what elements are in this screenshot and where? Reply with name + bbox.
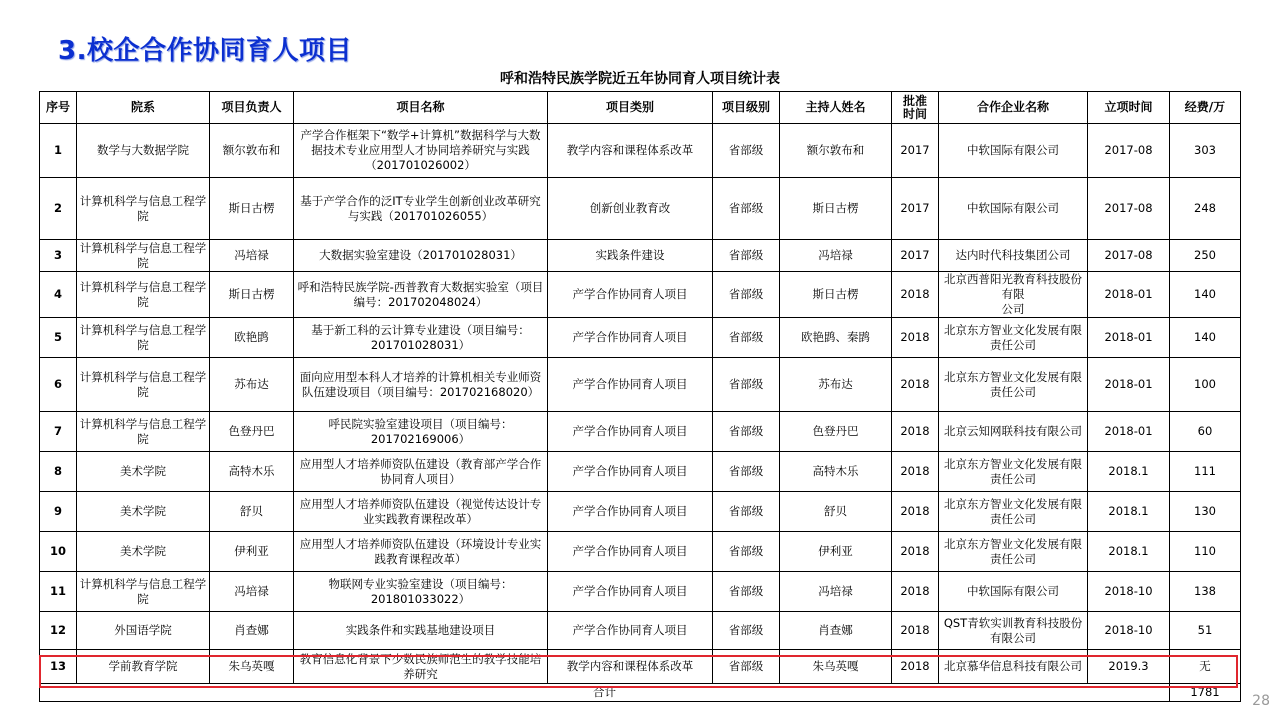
cell-college: 美术学院 xyxy=(77,452,210,492)
cell-category: 教学内容和课程体系改革 xyxy=(548,650,713,684)
slide-heading: 3.校企合作协同育人项目 xyxy=(58,36,352,66)
cell-no: 12 xyxy=(40,612,77,650)
cell-level: 省部级 xyxy=(713,272,780,318)
cell-year: 2018 xyxy=(892,532,939,572)
cell-no: 8 xyxy=(40,452,77,492)
cell-college: 美术学院 xyxy=(77,492,210,532)
cell-funds: 138 xyxy=(1170,572,1241,612)
cell-college: 计算机科学与信息工程学院 xyxy=(77,178,210,240)
cell-date: 2018-01 xyxy=(1088,412,1170,452)
cell-leader: 欧艳鹍 xyxy=(210,318,294,358)
cell-category: 产学合作协同育人项目 xyxy=(548,272,713,318)
cell-company: 中软国际有限公司 xyxy=(939,572,1088,612)
cell-year: 2018 xyxy=(892,272,939,318)
cell-year: 2018 xyxy=(892,492,939,532)
cell-name: 呼民院实验室建设项目（项目编号：201702169006） xyxy=(294,412,548,452)
cell-year: 2017 xyxy=(892,240,939,272)
cell-no: 3 xyxy=(40,240,77,272)
cell-host: 色登丹巴 xyxy=(780,412,892,452)
cell-funds: 无 xyxy=(1170,650,1241,684)
cell-year: 2017 xyxy=(892,124,939,178)
cell-company: 北京东方智业文化发展有限责任公司 xyxy=(939,358,1088,412)
cell-name: 呼和浩特民族学院-西普教育大数据实验室（项目编号：201702048024） xyxy=(294,272,548,318)
cell-level: 省部级 xyxy=(713,318,780,358)
cell-leader: 冯培禄 xyxy=(210,240,294,272)
cell-date: 2018-01 xyxy=(1088,318,1170,358)
cell-funds: 130 xyxy=(1170,492,1241,532)
cell-year: 2018 xyxy=(892,358,939,412)
cell-funds: 248 xyxy=(1170,178,1241,240)
cell-company: 北京东方智业文化发展有限责任公司 xyxy=(939,318,1088,358)
cell-category: 产学合作协同育人项目 xyxy=(548,572,713,612)
cell-funds: 51 xyxy=(1170,612,1241,650)
cell-host: 舒贝 xyxy=(780,492,892,532)
cell-category: 产学合作协同育人项目 xyxy=(548,612,713,650)
cell-category: 教学内容和课程体系改革 xyxy=(548,124,713,178)
cell-leader: 苏布达 xyxy=(210,358,294,412)
cell-funds: 110 xyxy=(1170,532,1241,572)
cell-company: 北京云知网联科技有限公司 xyxy=(939,412,1088,452)
cell-funds: 140 xyxy=(1170,272,1241,318)
table-row xyxy=(40,650,1241,684)
cell-year: 2017 xyxy=(892,178,939,240)
cell-college: 计算机科学与信息工程学院 xyxy=(77,358,210,412)
table-row xyxy=(40,492,1241,532)
cell-level: 省部级 xyxy=(713,492,780,532)
table-row xyxy=(40,412,1241,452)
cell-name: 实践条件和实践基地建设项目 xyxy=(294,612,548,650)
cell-company: 北京慕华信息科技有限公司 xyxy=(939,650,1088,684)
cell-college: 计算机科学与信息工程学院 xyxy=(77,412,210,452)
cell-leader: 朱乌英嘎 xyxy=(210,650,294,684)
projects-table xyxy=(39,91,1241,702)
cell-leader: 肖查娜 xyxy=(210,612,294,650)
cell-year: 2018 xyxy=(892,318,939,358)
table-row xyxy=(40,572,1241,612)
cell-level: 省部级 xyxy=(713,572,780,612)
table-row xyxy=(40,612,1241,650)
cell-year: 2018 xyxy=(892,452,939,492)
cell-date: 2018-10 xyxy=(1088,612,1170,650)
cell-leader: 斯日古楞 xyxy=(210,272,294,318)
cell-level: 省部级 xyxy=(713,412,780,452)
cell-host: 朱乌英嘎 xyxy=(780,650,892,684)
cell-host: 斯日古楞 xyxy=(780,272,892,318)
cell-level: 省部级 xyxy=(713,650,780,684)
cell-host: 肖查娜 xyxy=(780,612,892,650)
cell-college: 外国语学院 xyxy=(77,612,210,650)
total-label: 合计 xyxy=(40,684,1170,702)
cell-level: 省部级 xyxy=(713,240,780,272)
cell-no: 2 xyxy=(40,178,77,240)
total-funds: 1781 xyxy=(1170,684,1241,702)
cell-no: 13 xyxy=(40,650,77,684)
cell-college: 计算机科学与信息工程学院 xyxy=(77,272,210,318)
header-project-name: 项目名称 xyxy=(294,92,548,124)
cell-host: 欧艳鹍、秦鹍 xyxy=(780,318,892,358)
cell-no: 1 xyxy=(40,124,77,178)
cell-company: 中软国际有限公司 xyxy=(939,178,1088,240)
cell-name: 物联网专业实验室建设（项目编号：201801033022） xyxy=(294,572,548,612)
cell-no: 11 xyxy=(40,572,77,612)
cell-host: 冯培禄 xyxy=(780,240,892,272)
cell-level: 省部级 xyxy=(713,532,780,572)
cell-company: 中软国际有限公司 xyxy=(939,124,1088,178)
cell-category: 产学合作协同育人项目 xyxy=(548,358,713,412)
cell-college: 计算机科学与信息工程学院 xyxy=(77,318,210,358)
table-row xyxy=(40,318,1241,358)
cell-no: 7 xyxy=(40,412,77,452)
cell-company: 北京西普阳光教育科技股份有限 公司 xyxy=(939,272,1088,318)
cell-date: 2018.1 xyxy=(1088,452,1170,492)
header-funds: 经费/万 xyxy=(1170,92,1241,124)
cell-date: 2017-08 xyxy=(1088,124,1170,178)
cell-leader: 斯日古楞 xyxy=(210,178,294,240)
cell-category: 产学合作协同育人项目 xyxy=(548,452,713,492)
cell-year: 2018 xyxy=(892,572,939,612)
cell-company: 北京东方智业文化发展有限责任公司 xyxy=(939,532,1088,572)
cell-name: 教育信息化背景下少数民族师范生的教学技能培养研究 xyxy=(294,650,548,684)
header-level: 项目级别 xyxy=(713,92,780,124)
header-start-date: 立项时间 xyxy=(1088,92,1170,124)
cell-leader: 色登丹巴 xyxy=(210,412,294,452)
header-host: 主持人姓名 xyxy=(780,92,892,124)
cell-date: 2018-01 xyxy=(1088,358,1170,412)
cell-name: 面向应用型本科人才培养的计算机相关专业师资队伍建设项目（项目编号：201702168020） xyxy=(294,358,548,412)
header-no: 序号 xyxy=(40,92,77,124)
cell-funds: 303 xyxy=(1170,124,1241,178)
cell-level: 省部级 xyxy=(713,124,780,178)
cell-host: 伊利亚 xyxy=(780,532,892,572)
cell-college: 计算机科学与信息工程学院 xyxy=(77,240,210,272)
table-row xyxy=(40,452,1241,492)
cell-host: 高特木乐 xyxy=(780,452,892,492)
header-company: 合作企业名称 xyxy=(939,92,1088,124)
header-category: 项目类别 xyxy=(548,92,713,124)
cell-leader: 高特木乐 xyxy=(210,452,294,492)
table-row xyxy=(40,178,1241,240)
header-leader: 项目负责人 xyxy=(210,92,294,124)
cell-date: 2017-08 xyxy=(1088,240,1170,272)
header-row xyxy=(40,92,1241,124)
cell-date: 2019.3 xyxy=(1088,650,1170,684)
cell-funds: 140 xyxy=(1170,318,1241,358)
cell-leader: 额尔敦布和 xyxy=(210,124,294,178)
cell-date: 2018.1 xyxy=(1088,492,1170,532)
table-title: 呼和浩特民族学院近五年协同育人项目统计表 xyxy=(500,71,780,87)
cell-host: 斯日古楞 xyxy=(780,178,892,240)
cell-date: 2017-08 xyxy=(1088,178,1170,240)
cell-host: 苏布达 xyxy=(780,358,892,412)
cell-category: 实践条件建设 xyxy=(548,240,713,272)
cell-funds: 250 xyxy=(1170,240,1241,272)
table-row xyxy=(40,358,1241,412)
cell-category: 产学合作协同育人项目 xyxy=(548,492,713,532)
cell-no: 4 xyxy=(40,272,77,318)
cell-name: 应用型人才培养师资队伍建设（教育部产学合作协同育人项目） xyxy=(294,452,548,492)
cell-category: 产学合作协同育人项目 xyxy=(548,318,713,358)
cell-college: 学前教育学院 xyxy=(77,650,210,684)
cell-date: 2018-10 xyxy=(1088,572,1170,612)
cell-level: 省部级 xyxy=(713,612,780,650)
cell-name: 产学合作框架下“数学+计算机”数据科学与大数据技术专业应用型人才协同培养研究与实践（201701026002） xyxy=(294,124,548,178)
cell-name: 基于产学合作的泛IT专业学生创新创业改革研究与实践（201701026055） xyxy=(294,178,548,240)
cell-level: 省部级 xyxy=(713,178,780,240)
total-row xyxy=(40,684,1241,702)
cell-year: 2018 xyxy=(892,650,939,684)
cell-college: 美术学院 xyxy=(77,532,210,572)
table-row xyxy=(40,272,1241,318)
cell-date: 2018-01 xyxy=(1088,272,1170,318)
cell-company: QST青软实训教育科技股份有限公司 xyxy=(939,612,1088,650)
cell-level: 省部级 xyxy=(713,452,780,492)
header-college: 院系 xyxy=(77,92,210,124)
cell-company: 北京东方智业文化发展有限责任公司 xyxy=(939,492,1088,532)
cell-category: 产学合作协同育人项目 xyxy=(548,532,713,572)
cell-company: 北京东方智业文化发展有限责任公司 xyxy=(939,452,1088,492)
cell-host: 冯培禄 xyxy=(780,572,892,612)
cell-college: 计算机科学与信息工程学院 xyxy=(77,572,210,612)
cell-funds: 111 xyxy=(1170,452,1241,492)
cell-category: 产学合作协同育人项目 xyxy=(548,412,713,452)
table-row xyxy=(40,124,1241,178)
cell-company: 达内时代科技集团公司 xyxy=(939,240,1088,272)
cell-leader: 伊利亚 xyxy=(210,532,294,572)
cell-name: 基于新工科的云计算专业建设（项目编号：201701028031） xyxy=(294,318,548,358)
cell-name: 应用型人才培养师资队伍建设（环境设计专业实践教育课程改革） xyxy=(294,532,548,572)
cell-date: 2018.1 xyxy=(1088,532,1170,572)
cell-no: 9 xyxy=(40,492,77,532)
table-row xyxy=(40,240,1241,272)
cell-no: 10 xyxy=(40,532,77,572)
cell-name: 应用型人才培养师资队伍建设（视觉传达设计专业实践教育课程改革） xyxy=(294,492,548,532)
header-approval-year: 批准 时间 xyxy=(892,92,939,124)
cell-category: 创新创业教育改 xyxy=(548,178,713,240)
cell-year: 2018 xyxy=(892,612,939,650)
table-row xyxy=(40,532,1241,572)
cell-no: 5 xyxy=(40,318,77,358)
cell-funds: 100 xyxy=(1170,358,1241,412)
cell-funds: 60 xyxy=(1170,412,1241,452)
cell-level: 省部级 xyxy=(713,358,780,412)
cell-leader: 冯培禄 xyxy=(210,572,294,612)
cell-year: 2018 xyxy=(892,412,939,452)
page-number: 28 xyxy=(1252,693,1270,709)
cell-leader: 舒贝 xyxy=(210,492,294,532)
cell-host: 额尔敦布和 xyxy=(780,124,892,178)
cell-name: 大数据实验室建设（201701028031） xyxy=(294,240,548,272)
cell-college: 数学与大数据学院 xyxy=(77,124,210,178)
cell-no: 6 xyxy=(40,358,77,412)
